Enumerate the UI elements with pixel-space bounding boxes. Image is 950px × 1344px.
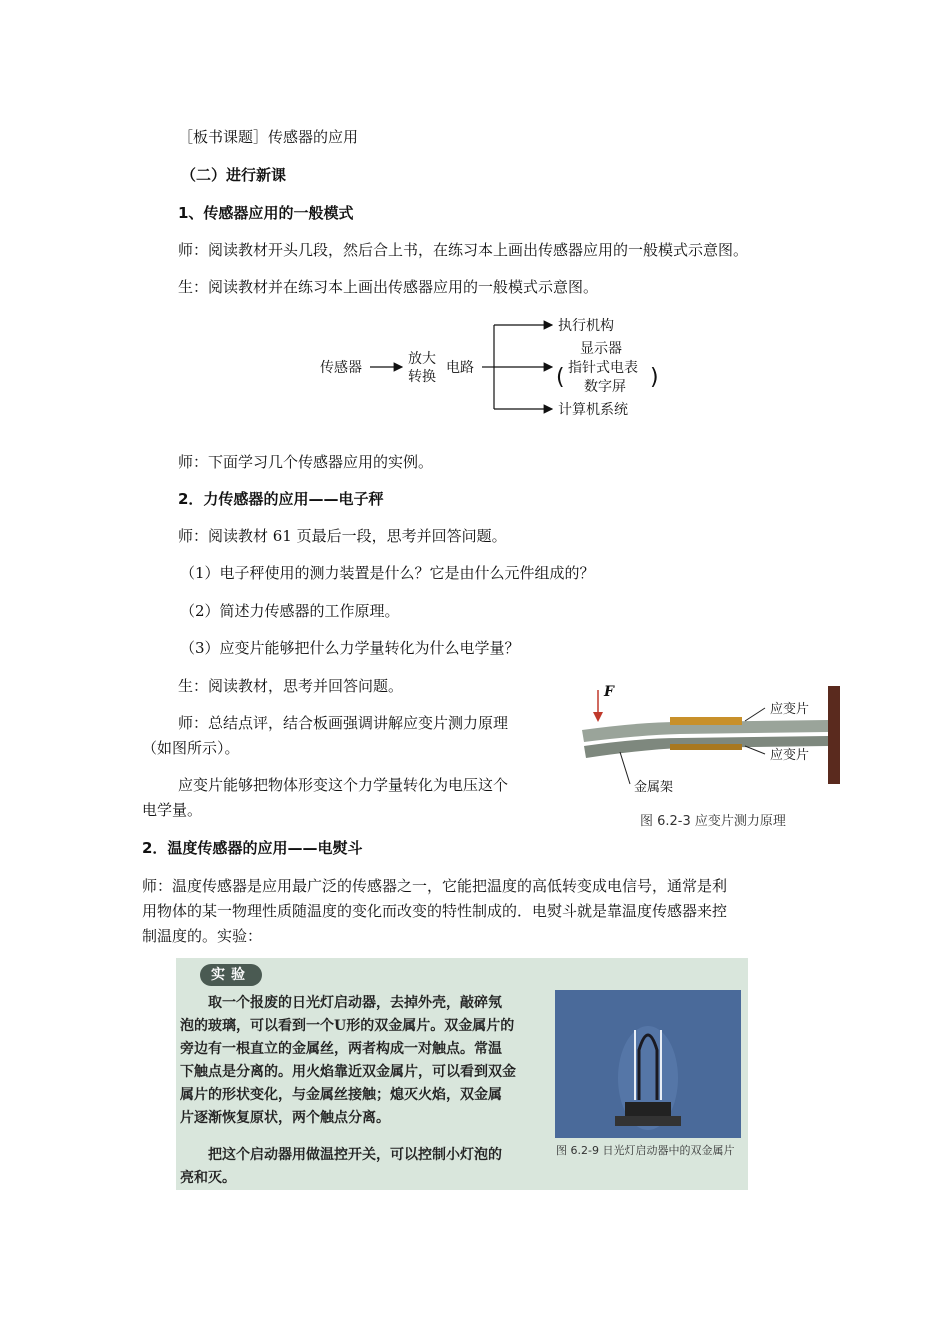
strain-explanation: 应变片能够把物体形变这个力学量转化为电压这个	[178, 776, 509, 794]
subheading-general-mode: 1、传感器应用的一般模式	[178, 204, 354, 222]
question-1: （1）电子秤使用的测力装置是什么？它是由什么元件组成的？	[180, 564, 595, 582]
diagram-paren-close: )	[650, 365, 659, 390]
question-2: （2）简述力传感器的工作原理。	[180, 602, 400, 620]
sensor-mode-diagram	[310, 310, 670, 425]
bimetal-photo	[555, 990, 741, 1138]
subheading-electronic-scale: 2．力传感器的应用——电子秤	[178, 490, 384, 508]
diagram-display: 显示器	[580, 341, 622, 357]
strain-explanation-cont: 电学量。	[142, 801, 203, 819]
teacher-instruction-2: 师：下面学习几个传感器应用的实例。	[178, 453, 434, 471]
teacher-temperature-3: 制温度的。实验：	[142, 927, 263, 945]
experiment-photo-caption: 图 6.2-9 日光灯启动器中的双金属片	[556, 1144, 735, 1157]
diagram-convert: 转换	[408, 369, 436, 385]
force-label: F	[604, 684, 614, 700]
diagram-amplify: 放大	[408, 351, 436, 367]
experiment-line-7: 把这个启动器用做温控开关，可以控制小灯泡的	[208, 1147, 502, 1163]
diagram-meter: 指针式电表	[568, 360, 638, 376]
experiment-panel	[176, 958, 748, 1190]
experiment-line-8: 亮和灭。	[180, 1170, 236, 1186]
teacher-temperature-1: 师：温度传感器是应用最广泛的传感器之一，它能把温度的高低转变成电信号，通常是利	[142, 877, 728, 895]
experiment-line-3: 旁边有一根直立的金属丝，两者构成一对触点。常温	[180, 1041, 502, 1057]
diagram-circuit: 电路	[446, 360, 474, 376]
experiment-line-1: 取一个报废的日光灯启动器，去掉外壳，敲碎氖	[208, 995, 502, 1011]
strain-label-top: 应变片	[770, 702, 810, 717]
experiment-line-4: 下触点是分离的。用火焰靠近双金属片，可以看到双金	[180, 1064, 516, 1080]
board-title: ［板书课题］传感器的应用	[178, 128, 359, 146]
teacher-summary: 师：总结点评，结合板画强调讲解应变片测力原理	[178, 714, 509, 732]
experiment-badge: 实验	[200, 964, 262, 986]
teacher-summary-cont: （如图所示）。	[142, 739, 240, 757]
subheading-electric-iron: 2．温度传感器的应用——电熨斗	[142, 839, 363, 857]
diagram-actuator: 执行机构	[558, 318, 614, 334]
strain-figure-caption: 图 6.2-3 应变片测力原理	[640, 814, 786, 829]
teacher-instruction-3: 师：阅读教材 61 页最后一段，思考并回答问题。	[178, 527, 507, 545]
experiment-line-5: 属片的形状变化，与金属丝接触；熄灭火焰，双金属	[180, 1087, 502, 1103]
diagram-sensor: 传感器	[320, 360, 362, 376]
diagram-computer: 计算机系统	[558, 402, 628, 418]
teacher-instruction-1: 师：阅读教材开头几段，然后合上书，在练习本上画出传感器应用的一般模式示意图。	[178, 241, 749, 259]
experiment-line-2: 泡的玻璃，可以看到一个U形的双金属片。双金属片的	[180, 1018, 515, 1034]
section-heading: （二）进行新课	[181, 166, 287, 184]
question-3: （3）应变片能够把什么力学量转化为什么电学量？	[180, 639, 520, 657]
diagram-digital-screen: 数字屏	[584, 379, 626, 395]
strain-label-bottom: 应变片	[770, 748, 810, 763]
frame-label: 金属架	[634, 780, 674, 795]
student-response-2: 生：阅读教材，思考并回答问题。	[178, 677, 404, 695]
diagram-paren-open: (	[556, 365, 565, 390]
strain-gauge-illustration	[580, 680, 850, 810]
student-response-1: 生：阅读教材并在练习本上画出传感器应用的一般模式示意图。	[178, 278, 599, 296]
bimetal-illustration	[555, 990, 741, 1138]
experiment-line-6: 片逐渐恢复原状，两个触点分离。	[180, 1110, 390, 1126]
teacher-temperature-2: 用物体的某一物理性质随温度的变化而改变的特性制成的．电熨斗就是靠温度传感器来控	[142, 902, 728, 920]
